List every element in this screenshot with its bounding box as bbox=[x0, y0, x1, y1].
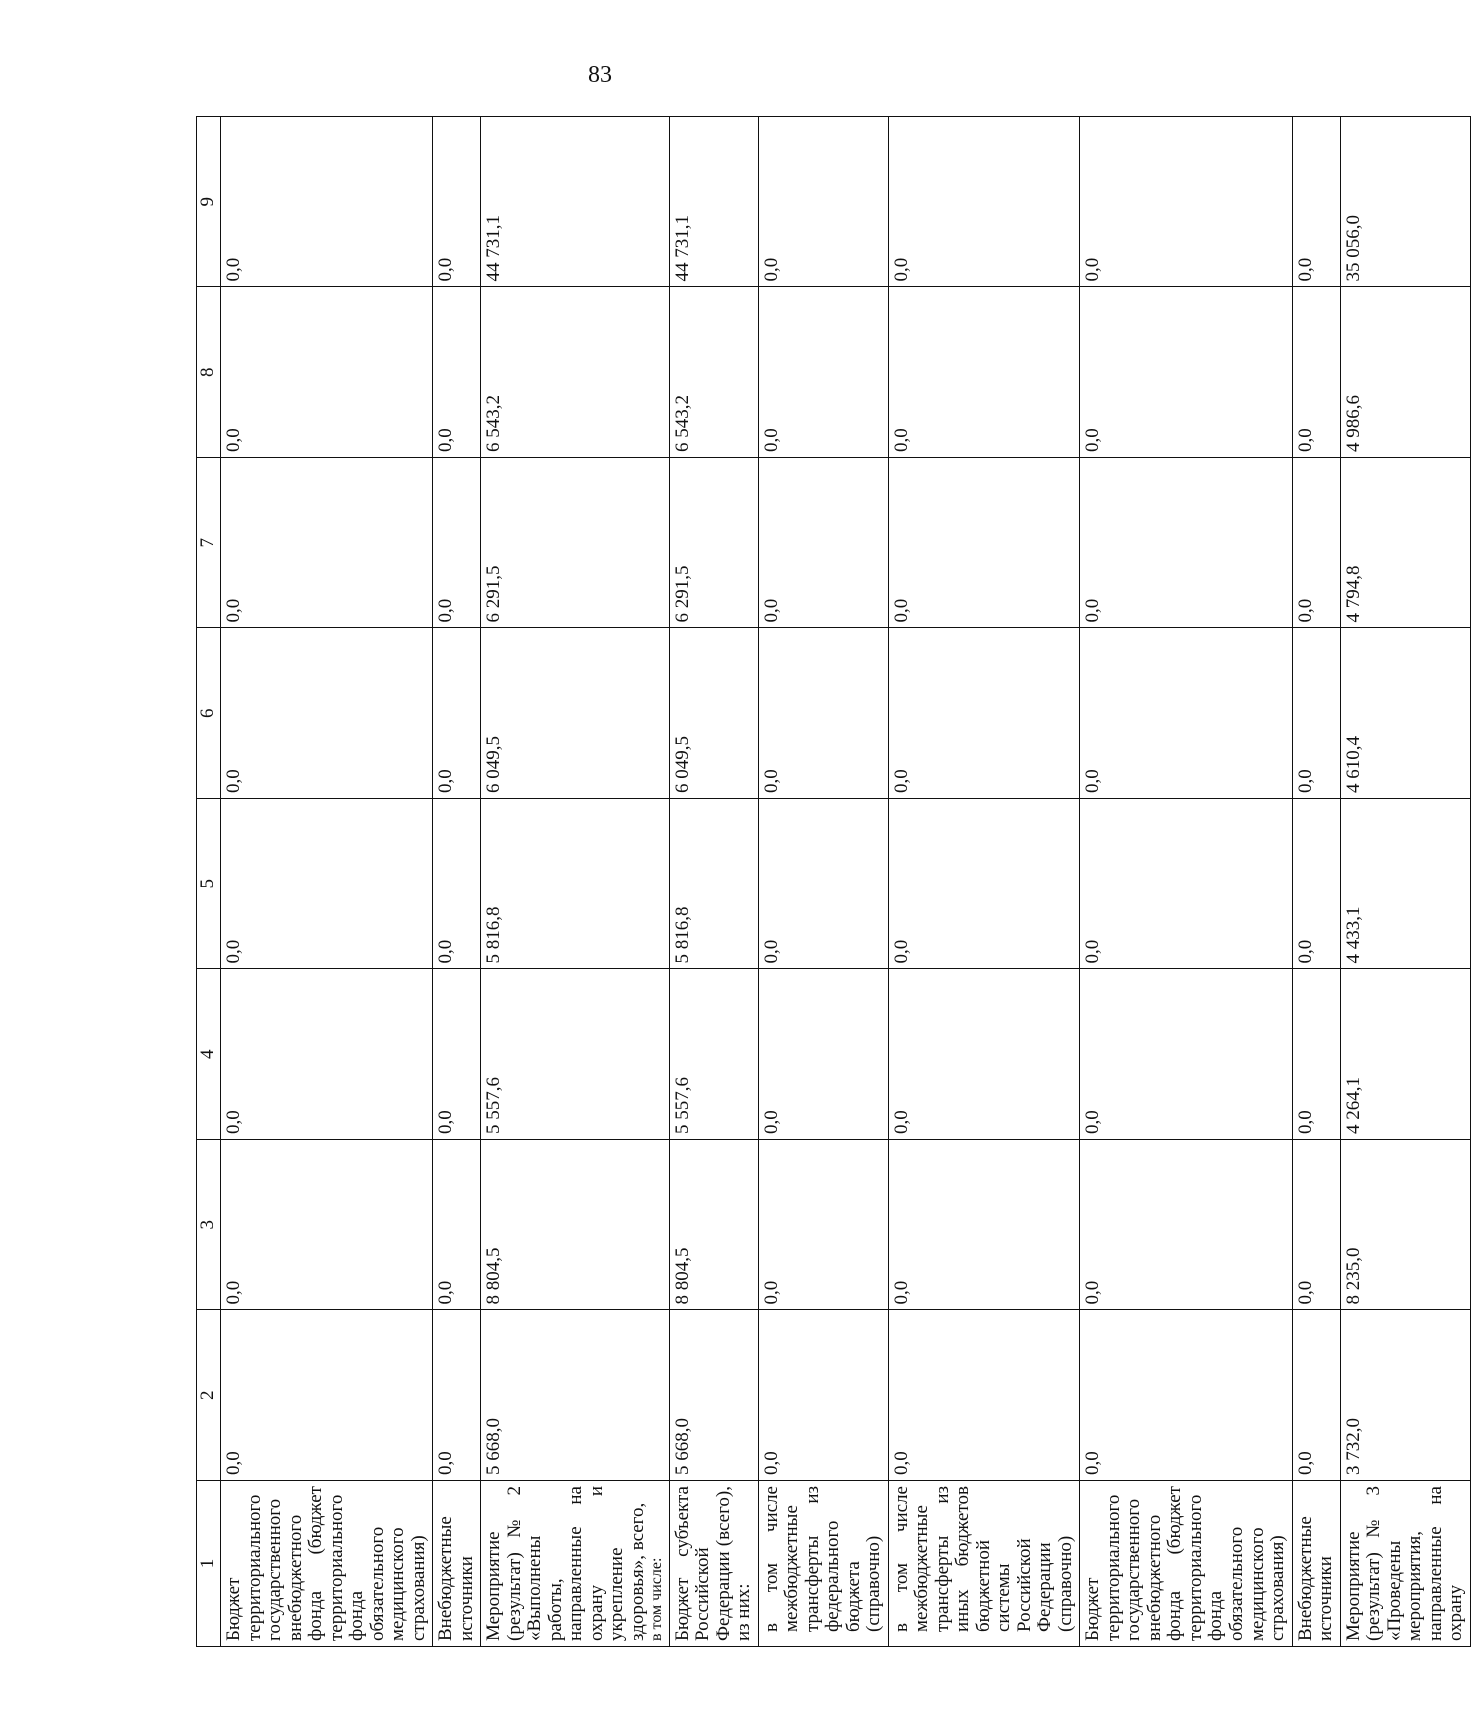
table-cell: 8 235,0 bbox=[1340, 1140, 1470, 1311]
table-cell: 0,0 bbox=[221, 969, 433, 1140]
table-cell: 0,0 bbox=[888, 969, 1080, 1140]
table-cell: 0,0 bbox=[221, 458, 433, 629]
table-cell: 0,0 bbox=[1292, 458, 1340, 629]
table-cell: 0,0 bbox=[221, 1140, 433, 1311]
table-cell: 6 049,5 bbox=[481, 628, 669, 799]
column-header: 6 bbox=[197, 628, 221, 799]
table-cell: 0,0 bbox=[888, 287, 1080, 458]
column-header: 5 bbox=[197, 799, 221, 970]
table-cell: 6 543,2 bbox=[669, 287, 758, 458]
table-cell: 0,0 bbox=[1292, 1140, 1340, 1311]
table-cell: 0,0 bbox=[1292, 1310, 1340, 1481]
table-cell: 0,0 bbox=[888, 628, 1080, 799]
table-cell: 6 049,5 bbox=[669, 628, 758, 799]
table-cell: 35 056,0 bbox=[1340, 117, 1470, 288]
table-cell: 0,0 bbox=[221, 799, 433, 970]
table-cell: 0,0 bbox=[888, 1310, 1080, 1481]
table-cell: 0,0 bbox=[1292, 799, 1340, 970]
column-header: 3 bbox=[197, 1140, 221, 1311]
table-cell: 4 264,1 bbox=[1340, 969, 1470, 1140]
table-cell: 0,0 bbox=[1080, 628, 1292, 799]
table-cell: 0,0 bbox=[221, 287, 433, 458]
table-cell: 0,0 bbox=[221, 628, 433, 799]
table-row bbox=[758, 117, 888, 1647]
table-cell: 0,0 bbox=[1080, 117, 1292, 288]
table-cell: 44 731,1 bbox=[669, 117, 758, 288]
column-header: 2 bbox=[197, 1310, 221, 1481]
table-cell: 0,0 bbox=[433, 1140, 481, 1311]
column-header: 7 bbox=[197, 458, 221, 629]
table-cell: 8 804,5 bbox=[669, 1140, 758, 1311]
table-cell: 0,0 bbox=[758, 287, 888, 458]
table-row bbox=[1340, 117, 1470, 1647]
table-cell: 0,0 bbox=[1292, 287, 1340, 458]
table-cell: 0,0 bbox=[433, 1310, 481, 1481]
row-label: Бюджет субъекта Российской Федерации (всего), из них: bbox=[669, 1481, 758, 1647]
row-label-main: Мероприятие (результат) № 2 «Выполнены работы, направленные на охрану и укрепление здоровья», всего, bbox=[483, 1486, 648, 1641]
table-cell: 0,0 bbox=[1292, 117, 1340, 288]
column-header: 9 bbox=[197, 117, 221, 288]
table-row bbox=[888, 117, 1080, 1647]
column-header: 1 bbox=[197, 1481, 221, 1647]
table-cell: 0,0 bbox=[888, 1140, 1080, 1311]
table-cell: 6 291,5 bbox=[481, 458, 669, 629]
table-cell: 0,0 bbox=[433, 117, 481, 288]
column-header: 4 bbox=[197, 969, 221, 1140]
row-label: Внебюджетные источники bbox=[433, 1481, 481, 1647]
page-number: 83 bbox=[588, 62, 612, 88]
table-row bbox=[433, 117, 481, 1647]
table-row bbox=[669, 117, 758, 1647]
table-row bbox=[481, 117, 669, 1647]
table-cell: 4 986,6 bbox=[1340, 287, 1470, 458]
table-cell: 0,0 bbox=[433, 458, 481, 629]
table-cell: 0,0 bbox=[221, 117, 433, 288]
table-cell: 5 668,0 bbox=[669, 1310, 758, 1481]
table-cell: 0,0 bbox=[433, 969, 481, 1140]
table-cell: 8 804,5 bbox=[481, 1140, 669, 1311]
row-label-tail: в том числе: bbox=[648, 1557, 666, 1641]
table-cell: 0,0 bbox=[888, 458, 1080, 629]
column-header: 8 bbox=[197, 287, 221, 458]
table-cell: 4 794,8 bbox=[1340, 458, 1470, 629]
table-cell: 0,0 bbox=[1080, 969, 1292, 1140]
table-cell: 0,0 bbox=[1080, 1140, 1292, 1311]
table-cell: 0,0 bbox=[758, 458, 888, 629]
table-cell: 0,0 bbox=[758, 628, 888, 799]
table-cell: 0,0 bbox=[1292, 628, 1340, 799]
table-row bbox=[221, 117, 433, 1647]
table-cell: 6 291,5 bbox=[669, 458, 758, 629]
table-cell: 0,0 bbox=[758, 799, 888, 970]
table-cell: 0,0 bbox=[1080, 458, 1292, 629]
table-cell: 5 557,6 bbox=[481, 969, 669, 1140]
table-cell: 0,0 bbox=[433, 287, 481, 458]
table-cell: 5 668,0 bbox=[481, 1310, 669, 1481]
rotated-table-container bbox=[196, 117, 1467, 1647]
table-cell: 0,0 bbox=[888, 117, 1080, 288]
row-label: Внебюджетные источники bbox=[1292, 1481, 1340, 1647]
table-cell: 5 816,8 bbox=[669, 799, 758, 970]
table-cell: 5 557,6 bbox=[669, 969, 758, 1140]
table-cell: 0,0 bbox=[433, 799, 481, 970]
table-cell: 5 816,8 bbox=[481, 799, 669, 970]
budget-table bbox=[196, 116, 1471, 1647]
row-label: Мероприятие (результат) № 3 «Проведены мероприятия, направленные на охрану bbox=[1340, 1481, 1470, 1647]
row-label: Бюджет территориального государственного внебюджетного фонда (бюджет территориального фонда обязательного медицинского страхования) bbox=[221, 1481, 433, 1647]
row-label bbox=[481, 1481, 669, 1647]
table-row bbox=[1080, 117, 1292, 1647]
table-cell: 3 732,0 bbox=[1340, 1310, 1470, 1481]
table-cell: 0,0 bbox=[1080, 799, 1292, 970]
table-cell: 0,0 bbox=[758, 117, 888, 288]
table-row bbox=[1292, 117, 1340, 1647]
table-cell: 0,0 bbox=[1292, 969, 1340, 1140]
table-cell: 0,0 bbox=[758, 1310, 888, 1481]
table-cell: 0,0 bbox=[1080, 287, 1292, 458]
table-cell: 0,0 bbox=[758, 1140, 888, 1311]
table-cell: 0,0 bbox=[1080, 1310, 1292, 1481]
table-cell: 4 610,4 bbox=[1340, 628, 1470, 799]
table-cell: 0,0 bbox=[888, 799, 1080, 970]
row-label: в том числе межбюджетные трансферты из иных бюджетов бюджетной системы Российской Федерации (справочно) bbox=[888, 1481, 1080, 1647]
table-cell: 4 433,1 bbox=[1340, 799, 1470, 970]
table-cell: 0,0 bbox=[221, 1310, 433, 1481]
table-cell: 44 731,1 bbox=[481, 117, 669, 288]
table-header-row bbox=[197, 117, 221, 1647]
row-label: Бюджет территориального государственного внебюджетного фонда (бюджет территориального фонда обязательного медицинского страхования) bbox=[1080, 1481, 1292, 1647]
table-cell: 0,0 bbox=[758, 969, 888, 1140]
table-cell: 6 543,2 bbox=[481, 287, 669, 458]
table-cell: 0,0 bbox=[433, 628, 481, 799]
row-label: в том числе межбюджетные трансферты из федерального бюджета (справочно) bbox=[758, 1481, 888, 1647]
